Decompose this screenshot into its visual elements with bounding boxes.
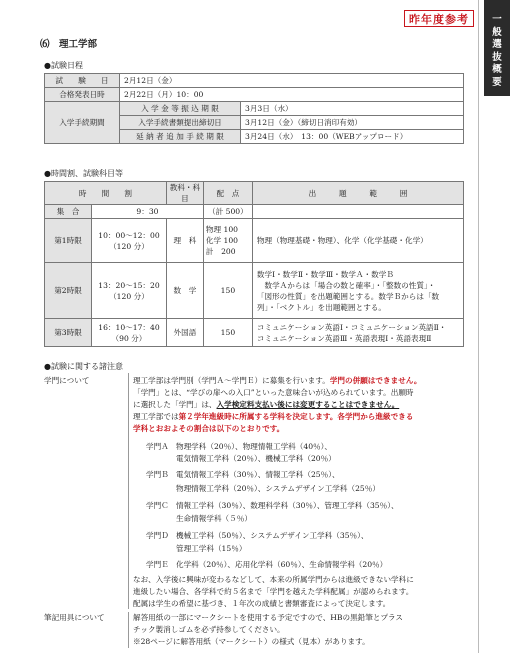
scope-line: 数学Ａからは「場合の数と確率」・「整数の性質」・ bbox=[256, 280, 436, 290]
gakumon-name: 学門Ｂ bbox=[146, 470, 169, 479]
notes-emphasis: 学門の併願はできません。 bbox=[329, 376, 422, 385]
period-label: 第1時限 bbox=[45, 219, 92, 263]
writing-label: 筆記用具について bbox=[44, 613, 105, 622]
gakumon-name: 学門Ｃ bbox=[146, 501, 169, 510]
writing-line: 解答用紙の一部にマークシートを使用する予定ですので、HBの黒鉛筆とプラス bbox=[133, 613, 404, 622]
procedure-label: 入学手続期間 bbox=[45, 102, 120, 144]
period-subject: 数 学 bbox=[166, 263, 203, 319]
notes-line: 進級したい場合、各学科で約５名まで「学門を越えた学科配属」が認められます。 bbox=[133, 587, 414, 596]
notes-line: なお、入学後に興味が変わるなどして、本来の所属学門からは進級できない学科に bbox=[133, 575, 414, 584]
gakumon-line: 情報工学科（30％）、数理科学科（30％）、管理工学科（35％）、 bbox=[176, 501, 399, 510]
notes-heading: ●試験に関する諸注意 bbox=[44, 362, 123, 371]
period-time: 13：20～15：20 bbox=[98, 280, 160, 290]
schedule-table bbox=[44, 73, 464, 144]
period-minutes: （90 分） bbox=[111, 333, 147, 343]
period-minutes: （120 分） bbox=[109, 241, 149, 251]
period-points: 150 bbox=[203, 263, 252, 319]
col-header-subject: 教科・科目 bbox=[166, 182, 203, 205]
timetable bbox=[44, 181, 464, 347]
scope-line: コミュニケーション英語Ⅲ・英語表現Ⅰ・英語表現Ⅱ bbox=[256, 333, 432, 343]
reference-badge: 昨年度参考 bbox=[404, 10, 474, 27]
notes-divider bbox=[128, 373, 129, 609]
period-minutes: （120 分） bbox=[109, 291, 149, 301]
gakumon-name: 学門Ａ bbox=[146, 442, 169, 451]
gakumon-line: 生命情報学科（５％） bbox=[176, 514, 252, 523]
procedure-row-label: 入学手続書類提出締切日 bbox=[120, 116, 241, 130]
exam-date-value: 2月12日（金） bbox=[120, 74, 464, 88]
period-label: 第3時限 bbox=[45, 319, 92, 347]
col-header-scope: 出 題 範 囲 bbox=[252, 182, 463, 205]
notes-text: に選択した「学門」は、 bbox=[133, 400, 217, 409]
scope-line: コミュニケーション英語Ⅰ・コミュニケーション英語Ⅱ・ bbox=[256, 322, 447, 332]
gather-total: （計 500） bbox=[203, 205, 252, 219]
notes-text: 理工学部は学門別（学門Ａ～学門Ｅ）に募集を行います。 bbox=[133, 376, 330, 385]
period-subject: 外国語 bbox=[166, 319, 203, 347]
notes-emphasis: 入学検定料支払い後には変更することはできません。 bbox=[216, 400, 400, 409]
side-divider bbox=[478, 0, 479, 653]
side-tab-char: 要 bbox=[492, 76, 502, 88]
points-line: 物理 100 bbox=[205, 225, 239, 234]
result-date-value: 2月22日（月）10：00 bbox=[120, 88, 464, 102]
section-title: ⑹ 理工学部 bbox=[40, 39, 98, 50]
gakumon-line: 物理学科（20％）、物理情報工学科（40％）、 bbox=[176, 442, 333, 451]
notes-line bbox=[133, 411, 413, 422]
gather-label: 集 合 bbox=[45, 205, 92, 219]
gakumon-line: 化学科（20％）、応用化学科（60％）、生命情報学科（20％） bbox=[176, 560, 388, 569]
notes-divider bbox=[128, 612, 129, 648]
gakumon-label: 学門について bbox=[44, 376, 90, 385]
gakumon-line: 電気情報工学科（20％）、機械工学科（20％） bbox=[176, 454, 336, 463]
gather-time: 9：30 bbox=[92, 205, 204, 219]
gakumon-name: 学門Ｄ bbox=[146, 531, 169, 540]
points-line: 計 200 bbox=[205, 247, 236, 256]
side-tab-char: 般 bbox=[492, 26, 502, 38]
scope-line: 「図形の性質」を出題範囲とする。数学Ｂからは「数 bbox=[256, 291, 440, 301]
scope-line: 列」・「ベクトル」を出題範囲とする。 bbox=[256, 302, 386, 312]
schedule-heading: ●試験日程 bbox=[44, 61, 83, 70]
period-points: 150 bbox=[203, 319, 252, 347]
points-line: 化学 100 bbox=[205, 236, 239, 245]
col-header-points: 配 点 bbox=[203, 182, 252, 205]
gakumon-name: 学門Ｅ bbox=[146, 560, 169, 569]
period-label: 第2時限 bbox=[45, 263, 92, 319]
notes-line bbox=[133, 399, 399, 410]
notes-line: 「学門」とは、“学びの扉への入口”といった意味合いが込められています。出願時 bbox=[133, 388, 414, 397]
side-tab-char: 一 bbox=[492, 14, 502, 25]
side-tab-char: 抜 bbox=[492, 51, 502, 63]
side-tab[interactable] bbox=[484, 0, 510, 96]
gakumon-line: 機械工学科（50％）、システムデザイン工学科（35％）、 bbox=[176, 531, 369, 540]
period-time: 10：00～12：00 bbox=[98, 230, 160, 240]
result-date-label: 合格発表日時 bbox=[45, 88, 120, 102]
notes-line: 配属は学生の希望に基づき、１年次の成績と書類審査によって決定します。 bbox=[133, 599, 391, 608]
gakumon-line: 電気情報工学科（30％）、情報工学科（25％）、 bbox=[176, 470, 340, 479]
gakumon-line: 物理情報工学科（20％）、システムデザイン工学科（25％） bbox=[176, 484, 380, 493]
gakumon-line: 管理工学科（15％） bbox=[176, 544, 247, 553]
procedure-row-value: 3月3日（水） bbox=[241, 102, 464, 116]
col-header-time: 時 間 割 bbox=[45, 182, 167, 205]
notes-line bbox=[133, 375, 421, 386]
notes-line: 学科とおおよその割合は以下のとおりです。 bbox=[133, 424, 285, 433]
period-subject: 理 科 bbox=[166, 219, 203, 263]
timetable-heading: ●時間割、試験科目等 bbox=[44, 169, 123, 178]
exam-date-label: 試 験 日 bbox=[45, 74, 120, 88]
notes-emphasis: 第２学年進級時に所属する学科を決定します。各学門から進級できる bbox=[178, 412, 414, 421]
notes-text: 理工学部では bbox=[133, 412, 179, 421]
side-tab-char: 概 bbox=[492, 64, 502, 75]
period-time: 16：10～17：40 bbox=[98, 322, 160, 332]
procedure-row-label: 延 納 者 追 加 手 続 期 限 bbox=[120, 130, 241, 144]
period-scope: 物理（物理基礎・物理）、化学（化学基礎・化学） bbox=[252, 219, 463, 263]
procedure-row-value: 3月12日（金）（締切日消印有効） bbox=[241, 116, 464, 130]
writing-line: チック製消しゴムを必ず持参してください。 bbox=[133, 625, 285, 634]
side-tab-char: 選 bbox=[492, 39, 502, 50]
scope-line: 数学Ⅰ・数学Ⅱ・数学Ⅲ・数学Ａ・数学Ｂ bbox=[256, 269, 394, 279]
procedure-row-label: 入 学 金 等 振 込 期 限 bbox=[120, 102, 241, 116]
writing-line: ※28ページに解答用紙（マークシート）の様式（見本）があります。 bbox=[133, 637, 370, 646]
procedure-row-value: 3月24日（水） 13：00（WEBアップロード） bbox=[241, 130, 464, 144]
